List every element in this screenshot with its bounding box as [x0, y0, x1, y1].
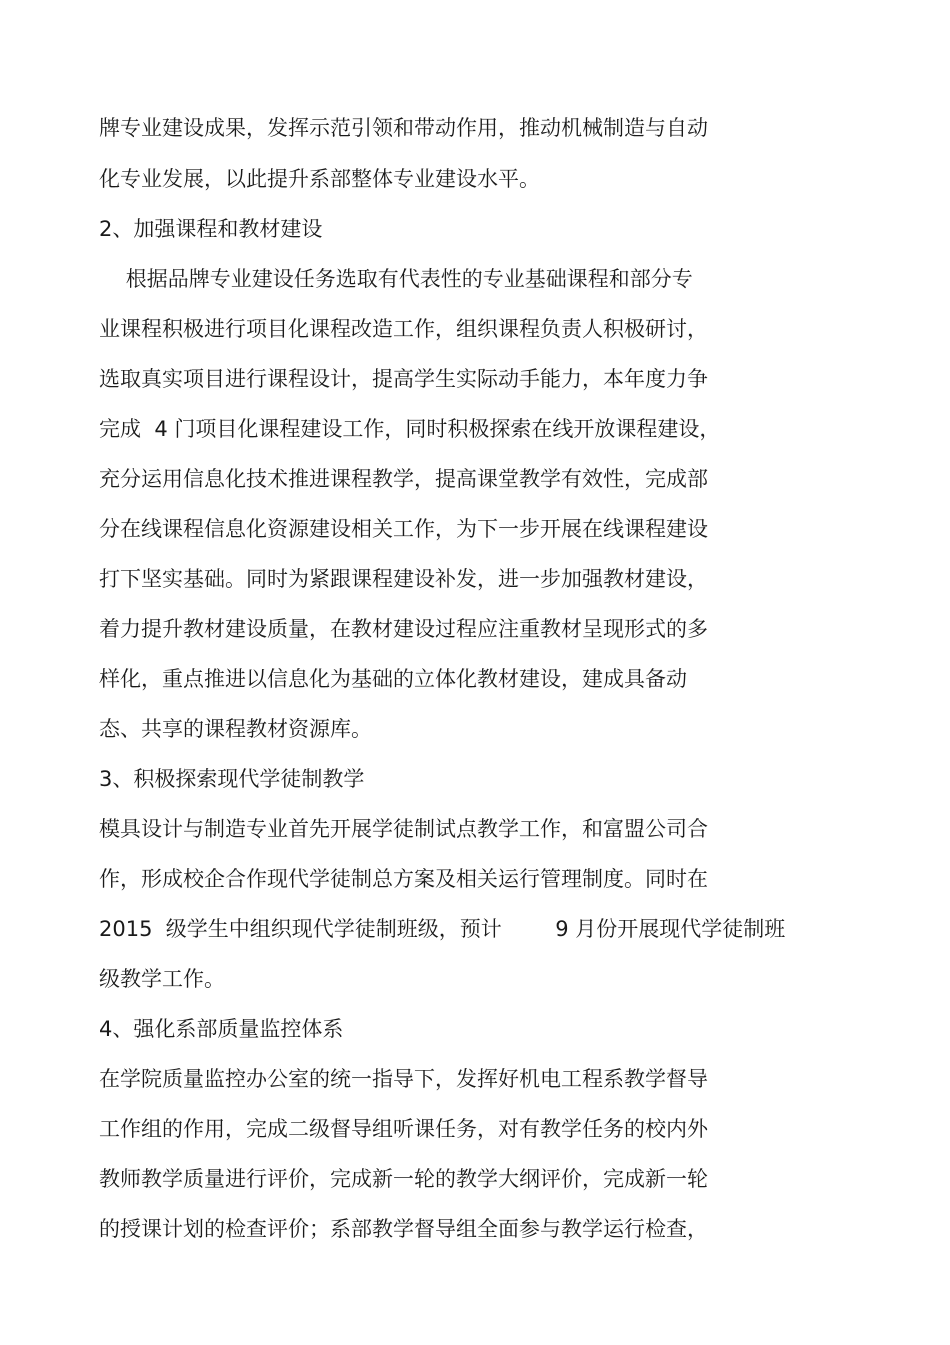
- body-text-line: 打下坚实基础。同时为紧跟课程建设补发，进一步加强教材建设，: [99, 567, 708, 591]
- body-text-line: 态、共享的课程教材资源库。: [99, 717, 372, 741]
- body-text-line: 模具设计与制造专业首先开展学徒制试点教学工作，和富盟公司合: [99, 817, 708, 841]
- body-text-line: 完成 4 门项目化课程建设工作，同时积极探索在线开放课程建设，: [99, 417, 721, 441]
- body-text-line: 着力提升教材建设质量，在教材建设过程应注重教材呈现形式的多: [99, 617, 708, 641]
- body-text-line: 业课程积极进行项目化课程改造工作，组织课程负责人积极研讨，: [99, 317, 708, 341]
- body-text-line: 在学院质量监控办公室的统一指导下，发挥好机电工程系教学督导: [99, 1067, 708, 1091]
- body-text-line: 牌专业建设成果，发挥示范引领和带动作用，推动机械制造与自动: [99, 116, 708, 140]
- body-text-line: 的授课计划的检查评价；系部教学督导组全面参与教学运行检查，: [99, 1217, 708, 1241]
- body-text-line: 充分运用信息化技术推进课程教学，提高课堂教学有效性，完成部: [99, 467, 708, 491]
- body-text-line: 工作组的作用，完成二级督导组听课任务，对有教学任务的校内外: [99, 1117, 708, 1141]
- body-text-line: 样化，重点推进以信息化为基础的立体化教材建设，建成具备动: [99, 667, 687, 691]
- body-text-line: 作，形成校企合作现代学徒制总方案及相关运行管理制度。同时在: [99, 867, 708, 891]
- section-heading: 3、积极探索现代学徒制教学: [99, 767, 365, 791]
- body-text-line: 根据品牌专业建设任务选取有代表性的专业基础课程和部分专: [99, 267, 693, 291]
- section-heading: 4、强化系部质量监控体系: [99, 1017, 344, 1041]
- body-text-line: 化专业发展，以此提升系部整体专业建设水平。: [99, 167, 540, 191]
- body-text-line: 级教学工作。: [99, 967, 225, 991]
- body-text-line: 教师教学质量进行评价，完成新一轮的教学大纲评价，完成新一轮: [99, 1167, 708, 1191]
- section-heading: 2、加强课程和教材建设: [99, 217, 323, 241]
- body-text-line: 选取真实项目进行课程设计，提高学生实际动手能力，本年度力争: [99, 367, 708, 391]
- body-text-line: 分在线课程信息化资源建设相关工作，为下一步开展在线课程建设: [99, 517, 708, 541]
- body-text-line: 2015 级学生中组织现代学徒制班级，预计 9 月份开展现代学徒制班: [99, 917, 786, 941]
